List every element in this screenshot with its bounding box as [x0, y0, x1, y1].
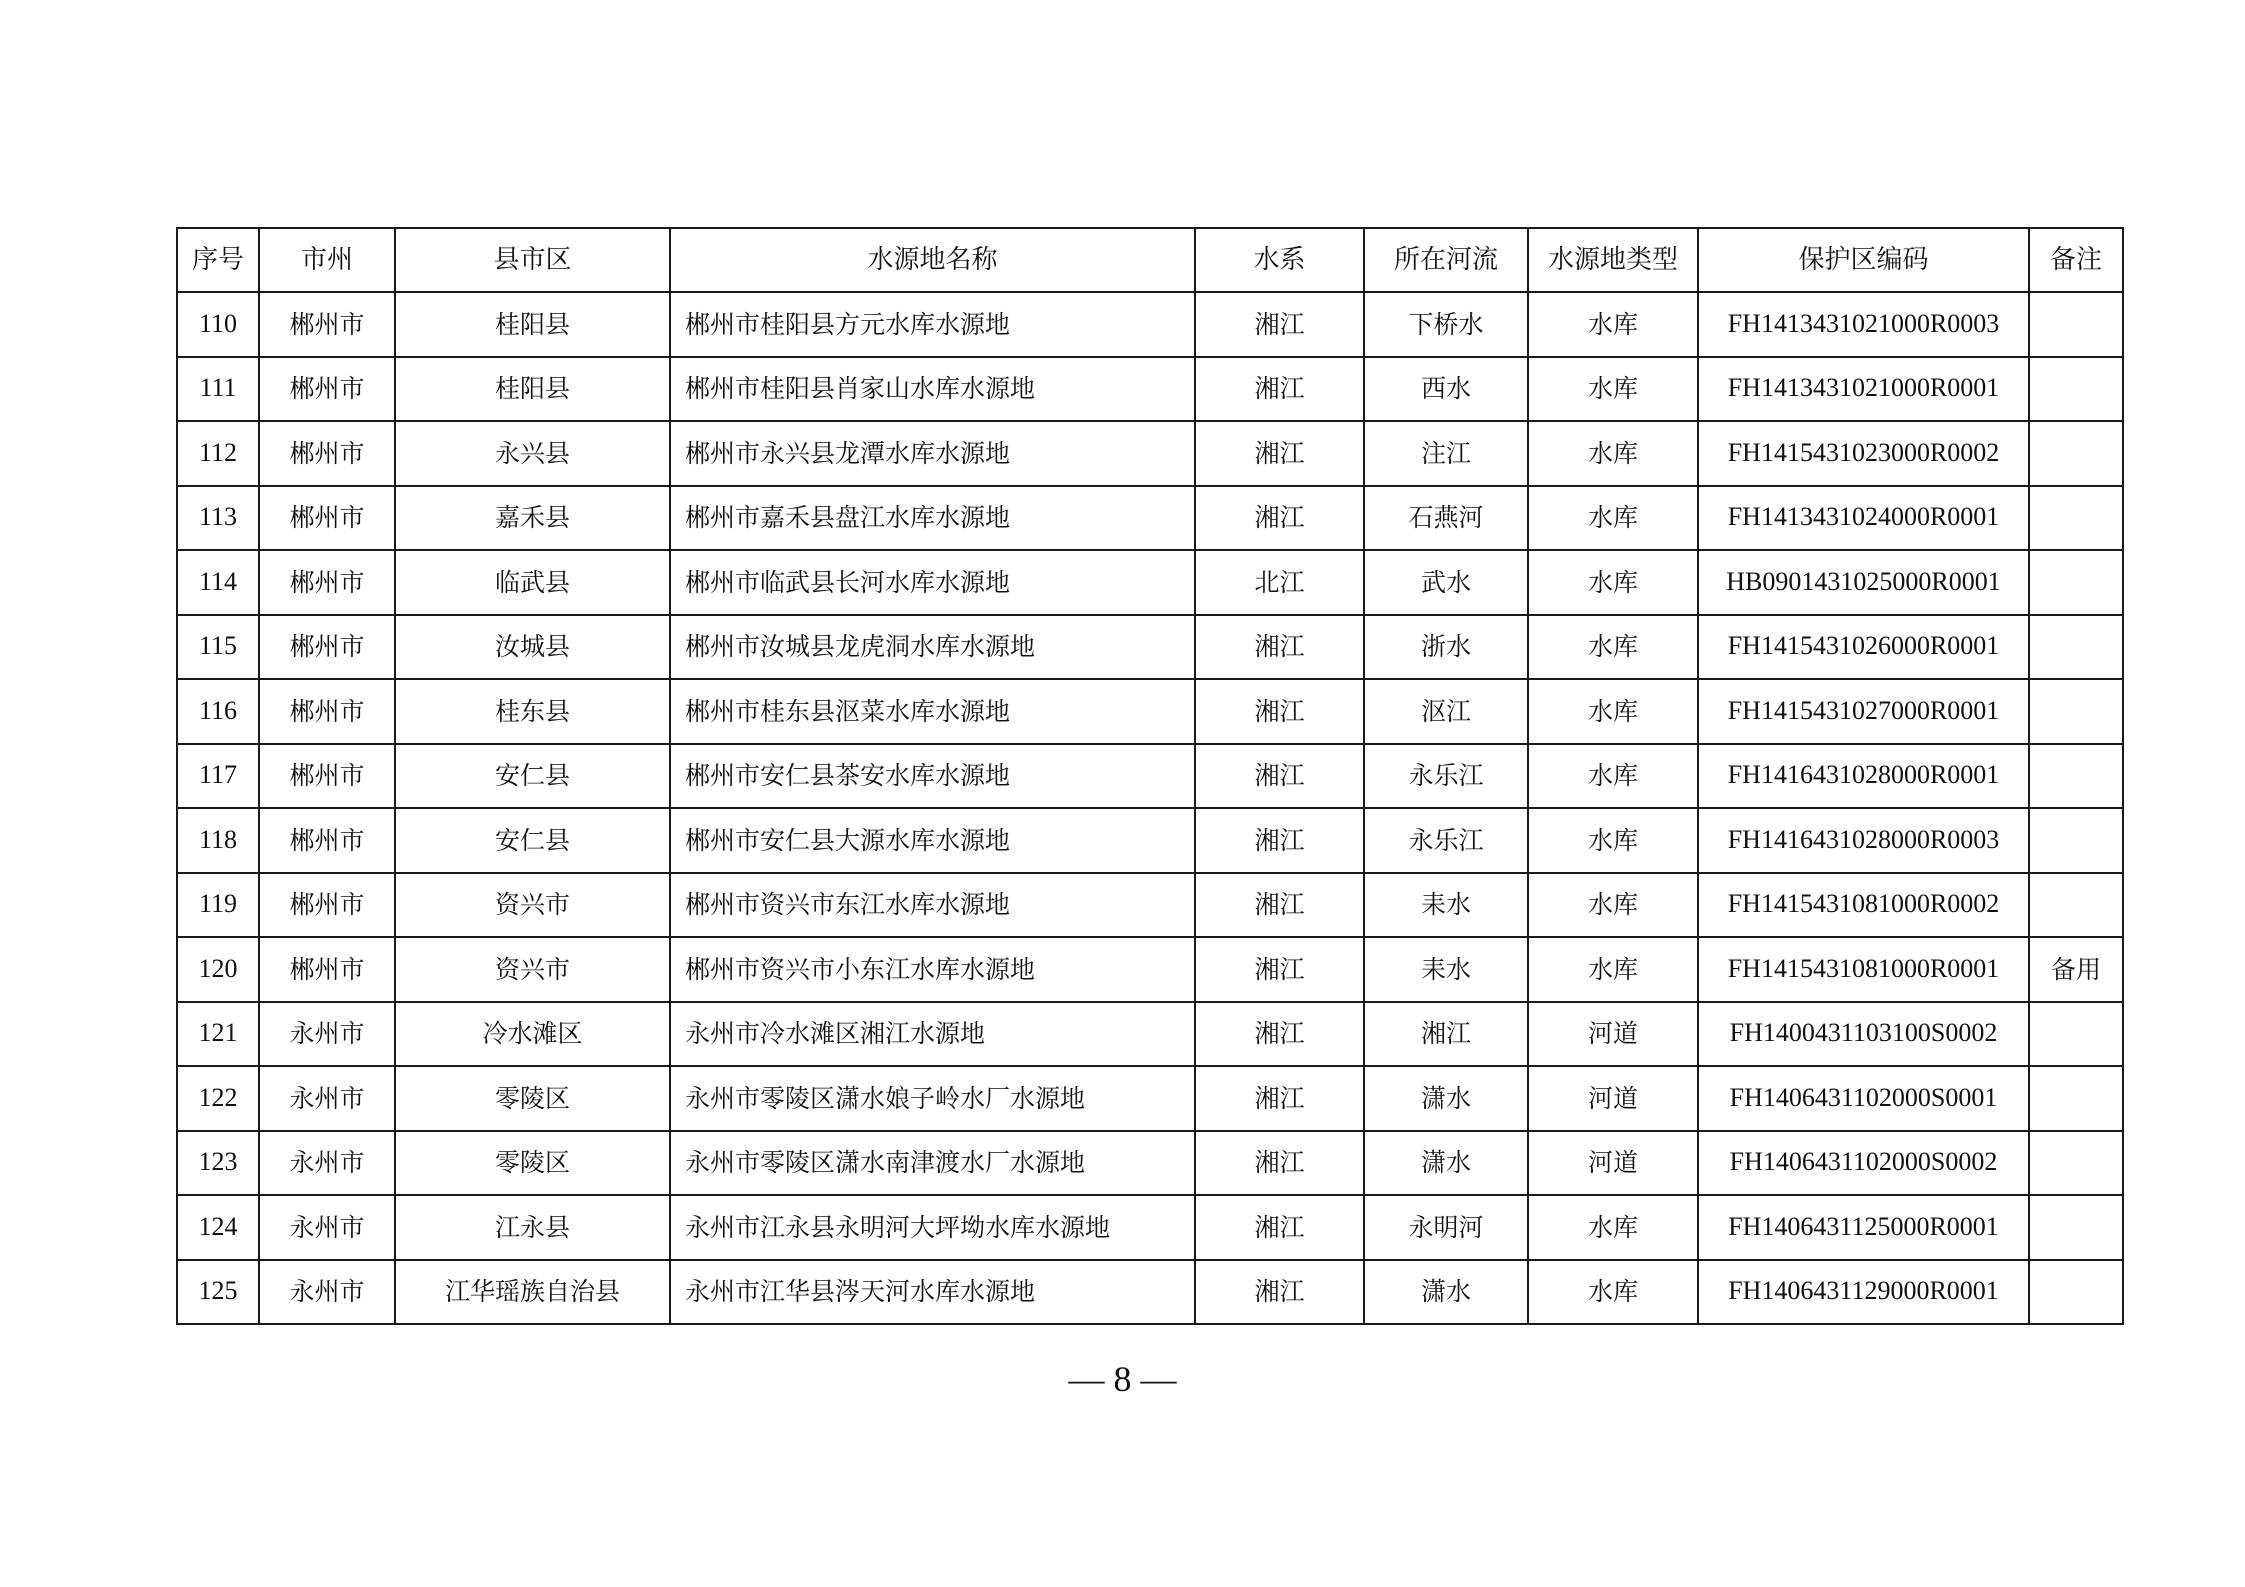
- cell-note: [2029, 357, 2123, 422]
- cell-river: 湘江: [1364, 1002, 1528, 1067]
- cell-type: 水库: [1528, 1195, 1698, 1260]
- cell-note: [2029, 1195, 2123, 1260]
- table-row: [177, 486, 2123, 551]
- cell-code: FH1415431027000R0001: [1698, 679, 2029, 744]
- cell-county: 永兴县: [395, 421, 670, 486]
- table-row: [177, 357, 2123, 422]
- cell-river: 耒水: [1364, 937, 1528, 1002]
- cell-city: 永州市: [259, 1195, 395, 1260]
- cell-name: 郴州市永兴县龙潭水库水源地: [670, 421, 1195, 486]
- cell-no: 113: [177, 486, 259, 551]
- cell-city: 郴州市: [259, 421, 395, 486]
- cell-name: 郴州市资兴市小东江水库水源地: [670, 937, 1195, 1002]
- cell-county: 安仁县: [395, 744, 670, 809]
- cell-type: 水库: [1528, 679, 1698, 744]
- cell-code: FH1415431081000R0001: [1698, 937, 2029, 1002]
- cell-river: 耒水: [1364, 873, 1528, 938]
- table-row: [177, 873, 2123, 938]
- cell-note: [2029, 808, 2123, 873]
- cell-county: 零陵区: [395, 1131, 670, 1196]
- header-type: 水源地类型: [1528, 228, 1698, 292]
- cell-type: 水库: [1528, 357, 1698, 422]
- cell-type: 河道: [1528, 1002, 1698, 1067]
- header-code: 保护区编码: [1698, 228, 2029, 292]
- cell-type: 河道: [1528, 1066, 1698, 1131]
- cell-type: 水库: [1528, 421, 1698, 486]
- table-row: [177, 1195, 2123, 1260]
- table-row: [177, 937, 2123, 1002]
- cell-city: 郴州市: [259, 679, 395, 744]
- cell-no: 121: [177, 1002, 259, 1067]
- cell-note: [2029, 744, 2123, 809]
- cell-name: 郴州市临武县长河水库水源地: [670, 550, 1195, 615]
- header-row: [177, 228, 2123, 292]
- cell-note: [2029, 615, 2123, 680]
- table-row: [177, 808, 2123, 873]
- cell-name: 郴州市嘉禾县盘江水库水源地: [670, 486, 1195, 551]
- table-row: [177, 292, 2123, 357]
- table-row: [177, 744, 2123, 809]
- cell-code: FH1406431129000R0001: [1698, 1260, 2029, 1325]
- cell-no: 117: [177, 744, 259, 809]
- header-no: 序号: [177, 228, 259, 292]
- cell-no: 124: [177, 1195, 259, 1260]
- table-row: [177, 1002, 2123, 1067]
- cell-city: 郴州市: [259, 744, 395, 809]
- cell-type: 水库: [1528, 744, 1698, 809]
- cell-type: 水库: [1528, 486, 1698, 551]
- cell-name: 郴州市桂阳县肖家山水库水源地: [670, 357, 1195, 422]
- cell-system: 湘江: [1195, 292, 1364, 357]
- cell-city: 郴州市: [259, 937, 395, 1002]
- table-body: [177, 292, 2123, 1324]
- cell-note: [2029, 1131, 2123, 1196]
- cell-city: 郴州市: [259, 486, 395, 551]
- cell-no: 122: [177, 1066, 259, 1131]
- cell-river: 潇水: [1364, 1260, 1528, 1325]
- cell-name: 永州市江永县永明河大坪坳水库水源地: [670, 1195, 1195, 1260]
- cell-system: 湘江: [1195, 808, 1364, 873]
- table-row: [177, 421, 2123, 486]
- cell-name: 郴州市汝城县龙虎洞水库水源地: [670, 615, 1195, 680]
- cell-system: 湘江: [1195, 1066, 1364, 1131]
- cell-county: 江永县: [395, 1195, 670, 1260]
- cell-county: 安仁县: [395, 808, 670, 873]
- cell-county: 临武县: [395, 550, 670, 615]
- cell-city: 郴州市: [259, 873, 395, 938]
- cell-county: 冷水滩区: [395, 1002, 670, 1067]
- cell-note: [2029, 421, 2123, 486]
- table-row: [177, 1066, 2123, 1131]
- cell-river: 永乐江: [1364, 808, 1528, 873]
- cell-city: 郴州市: [259, 357, 395, 422]
- cell-city: 郴州市: [259, 292, 395, 357]
- cell-name: 郴州市资兴市东江水库水源地: [670, 873, 1195, 938]
- cell-county: 嘉禾县: [395, 486, 670, 551]
- cell-system: 湘江: [1195, 1195, 1364, 1260]
- cell-note: 备用: [2029, 937, 2123, 1002]
- cell-county: 零陵区: [395, 1066, 670, 1131]
- cell-no: 114: [177, 550, 259, 615]
- table-row: [177, 550, 2123, 615]
- cell-code: FH1400431103100S0002: [1698, 1002, 2029, 1067]
- table-header: [177, 228, 2123, 292]
- cell-river: 西水: [1364, 357, 1528, 422]
- cell-system: 湘江: [1195, 615, 1364, 680]
- cell-type: 水库: [1528, 292, 1698, 357]
- header-note: 备注: [2029, 228, 2123, 292]
- cell-no: 111: [177, 357, 259, 422]
- cell-system: 湘江: [1195, 421, 1364, 486]
- cell-note: [2029, 679, 2123, 744]
- cell-river: 下桥水: [1364, 292, 1528, 357]
- cell-system: 湘江: [1195, 486, 1364, 551]
- cell-code: FH1406431102000S0001: [1698, 1066, 2029, 1131]
- cell-note: [2029, 1260, 2123, 1325]
- cell-city: 永州市: [259, 1066, 395, 1131]
- cell-no: 115: [177, 615, 259, 680]
- cell-type: 河道: [1528, 1131, 1698, 1196]
- table-row: [177, 1131, 2123, 1196]
- table-row: [177, 1260, 2123, 1325]
- cell-county: 桂阳县: [395, 357, 670, 422]
- header-city: 市州: [259, 228, 395, 292]
- cell-type: 水库: [1528, 615, 1698, 680]
- cell-system: 湘江: [1195, 937, 1364, 1002]
- cell-system: 湘江: [1195, 1260, 1364, 1325]
- table-row: [177, 615, 2123, 680]
- cell-county: 资兴市: [395, 873, 670, 938]
- cell-code: FH1406431102000S0002: [1698, 1131, 2029, 1196]
- cell-no: 125: [177, 1260, 259, 1325]
- cell-note: [2029, 550, 2123, 615]
- cell-type: 水库: [1528, 808, 1698, 873]
- cell-city: 郴州市: [259, 550, 395, 615]
- cell-name: 永州市零陵区潇水南津渡水厂水源地: [670, 1131, 1195, 1196]
- cell-no: 112: [177, 421, 259, 486]
- cell-river: 武水: [1364, 550, 1528, 615]
- cell-city: 郴州市: [259, 808, 395, 873]
- cell-city: 郴州市: [259, 615, 395, 680]
- cell-name: 郴州市桂东县沤菜水库水源地: [670, 679, 1195, 744]
- cell-code: FH1415431081000R0002: [1698, 873, 2029, 938]
- cell-system: 湘江: [1195, 679, 1364, 744]
- cell-no: 118: [177, 808, 259, 873]
- cell-river: 石燕河: [1364, 486, 1528, 551]
- cell-system: 湘江: [1195, 1002, 1364, 1067]
- cell-code: HB0901431025000R0001: [1698, 550, 2029, 615]
- page-number: — 8 —: [1068, 1359, 1177, 1399]
- cell-no: 120: [177, 937, 259, 1002]
- cell-code: FH1413431021000R0001: [1698, 357, 2029, 422]
- cell-no: 123: [177, 1131, 259, 1196]
- cell-county: 江华瑶族自治县: [395, 1260, 670, 1325]
- cell-name: 永州市冷水滩区湘江水源地: [670, 1002, 1195, 1067]
- header-river: 所在河流: [1364, 228, 1528, 292]
- cell-river: 永乐江: [1364, 744, 1528, 809]
- cell-code: FH1413431021000R0003: [1698, 292, 2029, 357]
- cell-river: 浙水: [1364, 615, 1528, 680]
- cell-code: FH1415431026000R0001: [1698, 615, 2029, 680]
- cell-city: 永州市: [259, 1260, 395, 1325]
- cell-county: 汝城县: [395, 615, 670, 680]
- cell-county: 桂阳县: [395, 292, 670, 357]
- cell-code: FH1416431028000R0003: [1698, 808, 2029, 873]
- cell-type: 水库: [1528, 937, 1698, 1002]
- cell-river: 潇水: [1364, 1066, 1528, 1131]
- cell-no: 110: [177, 292, 259, 357]
- table-row: [177, 679, 2123, 744]
- cell-type: 水库: [1528, 873, 1698, 938]
- cell-city: 永州市: [259, 1002, 395, 1067]
- cell-system: 湘江: [1195, 873, 1364, 938]
- cell-code: FH1415431023000R0002: [1698, 421, 2029, 486]
- cell-city: 永州市: [259, 1131, 395, 1196]
- header-county: 县市区: [395, 228, 670, 292]
- cell-note: [2029, 873, 2123, 938]
- cell-name: 郴州市安仁县茶安水库水源地: [670, 744, 1195, 809]
- cell-code: FH1413431024000R0001: [1698, 486, 2029, 551]
- cell-system: 北江: [1195, 550, 1364, 615]
- header-name: 水源地名称: [670, 228, 1195, 292]
- water-source-table: [176, 227, 2124, 1325]
- cell-county: 资兴市: [395, 937, 670, 1002]
- cell-note: [2029, 486, 2123, 551]
- cell-river: 注江: [1364, 421, 1528, 486]
- cell-name: 永州市零陵区潇水娘子岭水厂水源地: [670, 1066, 1195, 1131]
- cell-no: 119: [177, 873, 259, 938]
- cell-code: FH1416431028000R0001: [1698, 744, 2029, 809]
- header-system: 水系: [1195, 228, 1364, 292]
- cell-note: [2029, 1002, 2123, 1067]
- cell-river: 沤江: [1364, 679, 1528, 744]
- cell-system: 湘江: [1195, 357, 1364, 422]
- cell-county: 桂东县: [395, 679, 670, 744]
- cell-name: 郴州市桂阳县方元水库水源地: [670, 292, 1195, 357]
- cell-note: [2029, 1066, 2123, 1131]
- cell-note: [2029, 292, 2123, 357]
- cell-system: 湘江: [1195, 1131, 1364, 1196]
- cell-code: FH1406431125000R0001: [1698, 1195, 2029, 1260]
- cell-name: 郴州市安仁县大源水库水源地: [670, 808, 1195, 873]
- cell-river: 永明河: [1364, 1195, 1528, 1260]
- cell-no: 116: [177, 679, 259, 744]
- cell-type: 水库: [1528, 550, 1698, 615]
- cell-system: 湘江: [1195, 744, 1364, 809]
- cell-name: 永州市江华县涔天河水库水源地: [670, 1260, 1195, 1325]
- cell-river: 潇水: [1364, 1131, 1528, 1196]
- cell-type: 水库: [1528, 1260, 1698, 1325]
